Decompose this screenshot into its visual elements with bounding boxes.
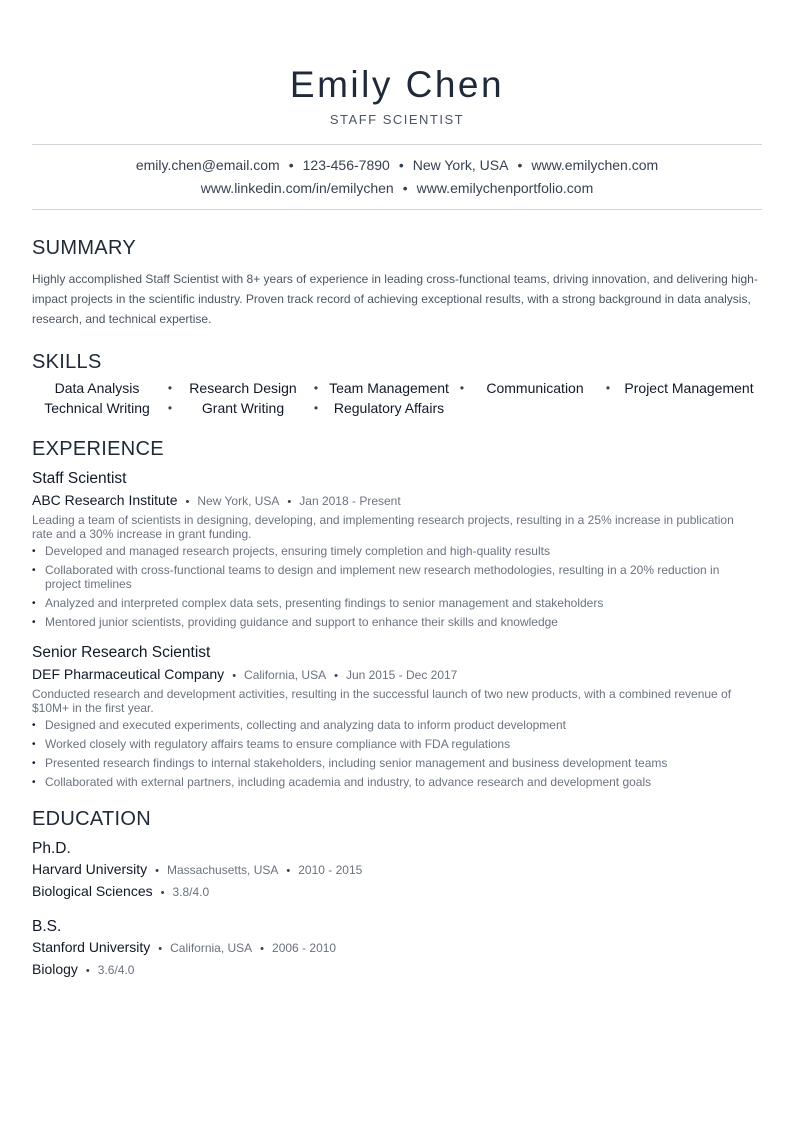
meta-separator: • [158, 943, 163, 955]
bullet-icon: • [32, 617, 36, 628]
job-dates: Jun 2015 - Dec 2017 [345, 668, 458, 682]
bullet-text: Designed and executed experiments, collecting and analyzing data to inform product development [45, 718, 566, 732]
job-entry [32, 643, 762, 789]
meta-separator: • [334, 670, 338, 682]
contact-phone[interactable]: 123-456-7890 [302, 157, 390, 173]
meta-separator: • [232, 670, 237, 682]
job-meta [32, 491, 762, 511]
skill-item: Project Management [624, 380, 754, 396]
header-divider-bottom [32, 209, 762, 210]
contact-email[interactable]: emily.chen@email.com [135, 157, 280, 173]
list-item [32, 775, 757, 789]
experience-heading: EXPERIENCE [32, 438, 164, 460]
contact-separator: • [402, 180, 408, 196]
skill-separator: • [605, 381, 611, 395]
list-item [32, 544, 757, 558]
contact-separator: • [288, 157, 294, 173]
bullet-icon: • [32, 720, 36, 731]
degree-school-line [32, 937, 762, 959]
bullet-icon: • [32, 546, 36, 557]
bullet-icon: • [32, 777, 36, 788]
resume-header [32, 0, 762, 128]
bullet-text: Collaborated with cross-functional teams to design and implement new research methodologies, resulting in a 20% reduction in project timelines [45, 563, 720, 591]
meta-separator: • [287, 496, 292, 508]
degree-school-line [32, 859, 762, 881]
meta-separator: • [160, 887, 165, 899]
skill-item: Technical Writing [44, 400, 150, 416]
education-heading: EDUCATION [32, 808, 151, 830]
job-company: DEF Pharmaceutical Company [32, 666, 225, 682]
job-title: Senior Research Scientist [32, 644, 211, 661]
degree-gpa: 3.6/4.0 [97, 963, 135, 977]
meta-separator: • [260, 943, 265, 955]
job-dates: Jan 2018 - Present [299, 494, 401, 508]
degree-title: B.S. [32, 918, 62, 935]
contact-separator: • [398, 157, 404, 173]
contact-linkedin[interactable]: www.linkedin.com/in/emilychen [200, 180, 394, 196]
list-item [32, 737, 757, 751]
contact-portfolio[interactable]: www.emilychenportfolio.com [416, 180, 594, 196]
degree-field: Biology [32, 961, 78, 977]
degree-field-line [32, 881, 762, 903]
bullet-icon: • [32, 598, 36, 609]
summary-heading: SUMMARY [32, 237, 136, 259]
job-location: New York, USA [197, 494, 280, 508]
skill-item: Data Analysis [54, 380, 140, 396]
contact-line-2 [32, 177, 762, 200]
skill-item: Team Management [329, 380, 449, 396]
contact-line-1 [32, 154, 762, 177]
bullet-text: Worked closely with regulatory affairs teams to ensure compliance with FDA regulations [45, 737, 511, 751]
job-bullets [32, 544, 762, 629]
degree-school: Harvard University [32, 861, 148, 877]
experience-section [32, 437, 762, 789]
job-description: Conducted research and development activities, resulting in the successful launch of two new products, with a combined revenue of $10M+ in the first year. [32, 687, 732, 715]
degree-dates: 2006 - 2010 [272, 941, 337, 955]
list-item [32, 563, 757, 591]
contact-separator: • [517, 157, 523, 173]
candidate-role: STAFF SCIENTIST [329, 112, 465, 127]
degree-field: Biological Sciences [32, 883, 153, 899]
education-section [32, 807, 762, 981]
meta-separator: • [155, 865, 159, 877]
degree-field-line [32, 959, 762, 981]
candidate-name: Emily Chen [289, 64, 505, 105]
job-title: Staff Scientist [32, 470, 127, 487]
degree-dates: 2010 - 2015 [298, 863, 363, 877]
skill-separator: • [167, 381, 173, 395]
skills-heading: SKILLS [32, 351, 102, 373]
skill-item: Regulatory Affairs [333, 400, 445, 416]
bullet-text: Mentored junior scientists, providing guidance and support to enhance their skills and knowledge [45, 615, 558, 629]
job-location: California, USA [244, 668, 327, 682]
skill-item: Communication [486, 380, 584, 396]
job-meta [32, 665, 762, 685]
list-item [32, 596, 757, 610]
degree-entry [32, 917, 762, 981]
list-item [32, 615, 757, 629]
summary-text: Highly accomplished Staff Scientist with 8+ years of experience in leading cross-functional teams, driving innovation, and delivering high-impact projects in the scientific industry. Proven track record of achieving exceptional results, with a strong background in data analysis, research, and technical expertise. [32, 272, 758, 326]
skill-separator: • [459, 381, 465, 395]
skills-section [32, 350, 762, 418]
skill-item: Research Design [189, 380, 297, 396]
contact-info [32, 145, 762, 209]
contact-website[interactable]: www.emilychen.com [531, 157, 659, 173]
job-company: ABC Research Institute [32, 492, 178, 508]
degree-location: California, USA [170, 941, 253, 955]
job-bullets [32, 718, 762, 789]
degree-title: Ph.D. [32, 840, 71, 857]
skill-separator: • [313, 401, 319, 415]
bullet-icon: • [32, 758, 36, 769]
job-entry [32, 469, 762, 629]
summary-section [32, 236, 762, 329]
bullet-text: Presented research findings to internal stakeholders, including senior management and business development teams [45, 756, 668, 770]
degree-school: Stanford University [32, 939, 151, 955]
job-description: Leading a team of scientists in designing, developing, and implementing research projects, resulting in a 25% increase in publication rate and a 30% increase in grant funding. [32, 513, 734, 541]
skill-separator: • [167, 401, 173, 415]
meta-separator: • [286, 865, 291, 877]
skills-list [32, 378, 762, 418]
bullet-icon: • [32, 565, 36, 576]
list-item [32, 756, 757, 770]
bullet-icon: • [32, 739, 36, 750]
bullet-text: Analyzed and interpreted complex data sets, presenting findings to senior management and stakeholders [45, 596, 604, 610]
meta-separator: • [85, 965, 90, 977]
degree-entry [32, 839, 762, 903]
list-item [32, 718, 757, 732]
contact-location: New York, USA [412, 157, 509, 173]
skill-separator: • [313, 381, 319, 395]
bullet-text: Collaborated with external partners, including academia and industry, to advance research and development goals [45, 775, 652, 789]
degree-gpa: 3.8/4.0 [172, 885, 210, 899]
meta-separator: • [185, 496, 190, 508]
degree-location: Massachusetts, USA [167, 863, 279, 877]
bullet-text: Developed and managed research projects, ensuring timely completion and high-quality results [45, 544, 550, 558]
skill-item: Grant Writing [201, 400, 285, 416]
